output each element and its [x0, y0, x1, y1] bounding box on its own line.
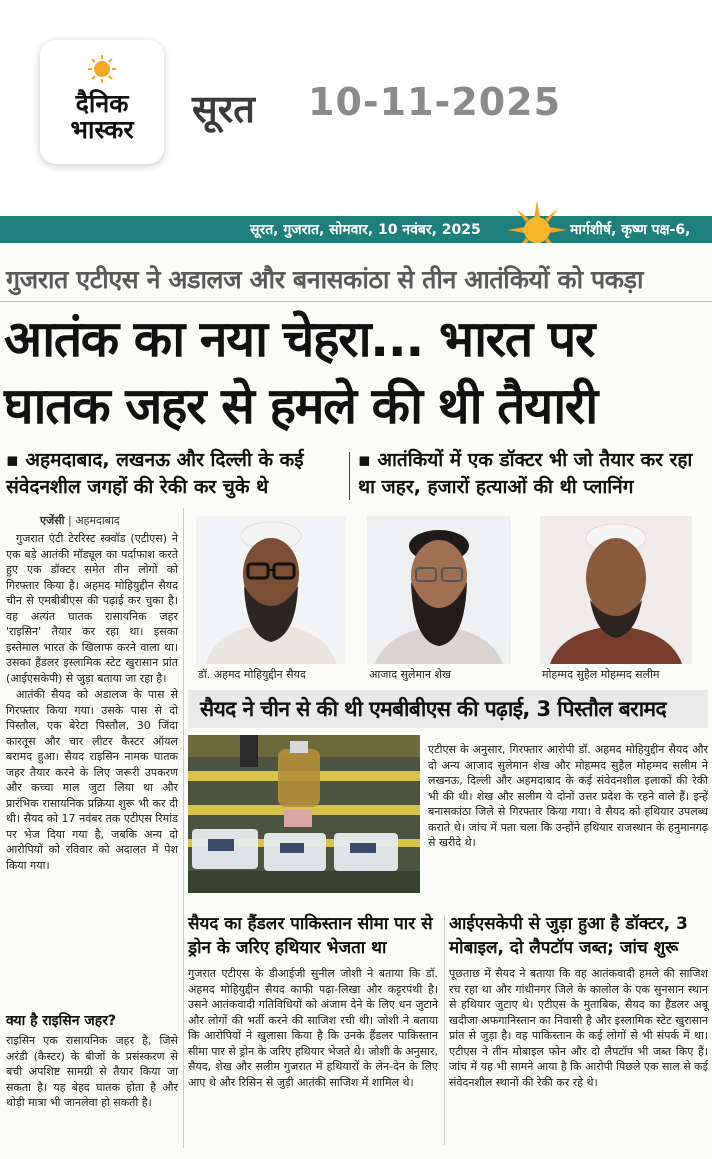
section-heading-iskp: आईएसकेपी से जुड़ा हुआ है डॉक्टर, 3 मोबाइल, दो लैपटॉप जब्त; जांच शुरू — [449, 914, 688, 958]
section-heading-handler: सैयद का हैंडलर पाकिस्तान सीमा पार से ड्रोन के जरिए हथियार भेजता था — [188, 914, 433, 958]
headline-line-2: घातक जहर से हमले की थी तैयारी — [4, 377, 597, 435]
paragraph: राइसिन एक रासायनिक जहर है, जिसे अरंडी (कैस्टर) के बीजों के प्रसंस्करण से बची अपशिष्ट सामग्री से तैयार किया जा सकता है। यह बेहद घातक होता है और थोड़ी मात्रा भी जानलेवा हो सकती है। — [6, 1034, 178, 1109]
seized-items-photo — [188, 735, 420, 893]
portrait-photo-syed — [196, 516, 346, 664]
paragraph: गुजरात एटीएस के डीआईजी सुनील जोशी ने बताया कि डॉ. अहमद मोहियुद्दीन सैयद काफी पढ़ा-लिखा और कट्टरपंथी है। उसने आतंकवादी गतिविधियों को अंजाम देने के लिए धन जुटाने और लोगों की भर्ती करने की साजिश रची थी। जोशी ने बताया कि आरोपियों ने खुलासा किया है कि उनके हैंडलर पाकिस्तान सीमा पार से ड्रोन के जरिए हथियार भेजते थे। जोशी के अनुसार, सैयद, शेख और सलीम गुजरात में हथियारों के लेन-देन के लिए आए थे और रिसिन से जुड़ी आतंकी साजिश में शामिल थे। — [188, 967, 438, 1089]
photo-caption: मोहम्मद सुहैल मोहम्मद सलीम — [542, 668, 660, 681]
deck-right: ▪ आतंकियों में एक डॉक्टर भी जो तैयार कर रहा था जहर, हजारों हत्याओं की थी प्लानिंग — [358, 449, 693, 498]
paragraph: एटीएस के अनुसार, गिरफ्तार आरोपी डॉ. अहमद मोहियुद्दीन सैयद और दो अन्य आजाद सुलेमान शेख और मोहम्मद सुहैल मोहम्मद सलीम ने लखनऊ, दिल्ली और अहमदाबाद के कई संवेदनशील इलाकों की रेकी भी की थी। शेख और सलीम ये दोनों उत्तर प्रदेश के रहने वाले हैं। इन्हें बनासकांठा जिले से गिरफ्तार किया गया। वे सैयद को हथियार उपलब्ध कराते थे। जांच में पता चला कि उन्होंने हथियार राजस्थान के हनुमानगढ़ से खरीदे थे। — [428, 743, 708, 849]
portrait-photo-shaikh — [367, 516, 511, 664]
headline-line-1: आतंक का नया चेहरा... भारत पर — [4, 310, 594, 368]
logo-word-dainik: दैनिक — [75, 89, 129, 118]
edition-date: 10-11-2025 — [308, 80, 562, 124]
divider — [0, 301, 712, 302]
dateline-strip — [0, 216, 712, 243]
photo-caption: डॉ. अहमद मोहियुद्दीन सैयद — [198, 668, 306, 681]
dateline-right: मार्गशीर्ष, कृष्ण पक्ष-6, — [570, 222, 691, 238]
column-divider — [444, 915, 445, 1145]
body-column-left — [6, 531, 178, 873]
deck-divider — [349, 452, 350, 500]
dainik-bhaskar-logo — [40, 40, 164, 164]
sub-headline-banner — [188, 690, 708, 728]
photo-caption: आजाद सुलेमान शेख — [369, 668, 451, 681]
page-header — [0, 0, 712, 205]
column-divider — [183, 508, 184, 1148]
paragraph: गुजरात एंटी टेररिस्ट स्क्वॉड (एटीएस) ने एक बड़े आतंकी मॉड्यूल का पर्दाफाश करते हुए एक डॉक्टर समेत तीन लोगों को गिरफ्तार किया है। अहमद मोहियुद्दीन सैयद चीन से एमबीबीएस की पढ़ाई कर चुका है। वह अत्यंत घातक रासायनिक जहर 'राइसिन' तैयार कर रहा था। इसका इस्तेमाल भारत के खिलाफ करने वाला था। उसका हैंडलर इस्लामिक स्टेट खुरासान प्रांत (आईएसकेपी) से जुड़ा बताया जा रहा है। — [6, 532, 178, 685]
ricin-subheading: क्या है राइसिन जहर? — [6, 1013, 117, 1029]
deck-left: ▪ अहमदाबाद, लखनऊ और दिल्ली के कई संवेदनशील जगहों की रेकी कर चुके थे — [6, 449, 304, 498]
sun-icon — [87, 54, 117, 84]
sub-headline: सैयद ने चीन से की थी एमबीबीएस की पढ़ाई, 3 पिस्तौल बरामद — [200, 697, 667, 721]
byline-place: अहमदाबाद — [75, 514, 120, 527]
kicker-line: गुजरात एटीएस ने अडालज और बनासकांठा से तीन आतंकियों को पकड़ा — [6, 265, 644, 294]
dateline-left: सूरत, गुजरात, सोमवार, 10 नवंबर, 2025 — [250, 222, 481, 238]
portrait-photo-saleem — [540, 516, 692, 664]
byline: एजेंसी | अहमदाबाद — [40, 514, 120, 527]
paragraph: आतंकी सैयद को अडालज के पास से गिरफ्तार किया गया। उसके पास से दो पिस्तौल, एक बेरेटा पिस्तौल, 30 जिंदा कारतूस और चार लीटर कैस्टर ऑयल बरामद हुआ। सैयद राइसिन नामक घातक जहर तैयार करने के लिए जरूरी उपकरण और कच्चा माल जुटा लिया था और प्रारंभिक रासायनिक प्रक्रिया शुरू भी कर दी थी। सैयद को 17 नवंबर तक एटीएस रिमांड पर भेज दिया गया है, जबकि अन्य दो आरोपियों को रविवार को अदालत में पेश किया गया। — [6, 688, 178, 872]
edition-city: सूरत — [192, 87, 255, 131]
paragraph: पूछताछ में सैयद ने बताया कि वह आतंकवादी हमले की साजिश रच रहा था और गांधीनगर जिले के कालोल के एक सुनसान स्थान से हथियार जुटाए थे। एटीएस के मुताबिक, सैयद का हैंडलर अबू खदीजा अफगानिस्तान का निवासी है और इस्लामिक स्टेट खुरासान प्रांत से जुड़ा है। वह पाकिस्तान के कई लोगों से भी संपर्क में था। एटीएस ने तीन मोबाइल फोन और दो लैपटॉप भी जब्त किए हैं। जांच में यह भी सामने आया है कि आरोपी पिछले एक साल से कई संवेदनशील स्थानों की रेकी कर रहे थे। — [449, 967, 708, 1089]
byline-agency: एजेंसी — [40, 514, 65, 527]
logo-word-bhaskar: भास्कर — [70, 115, 134, 144]
